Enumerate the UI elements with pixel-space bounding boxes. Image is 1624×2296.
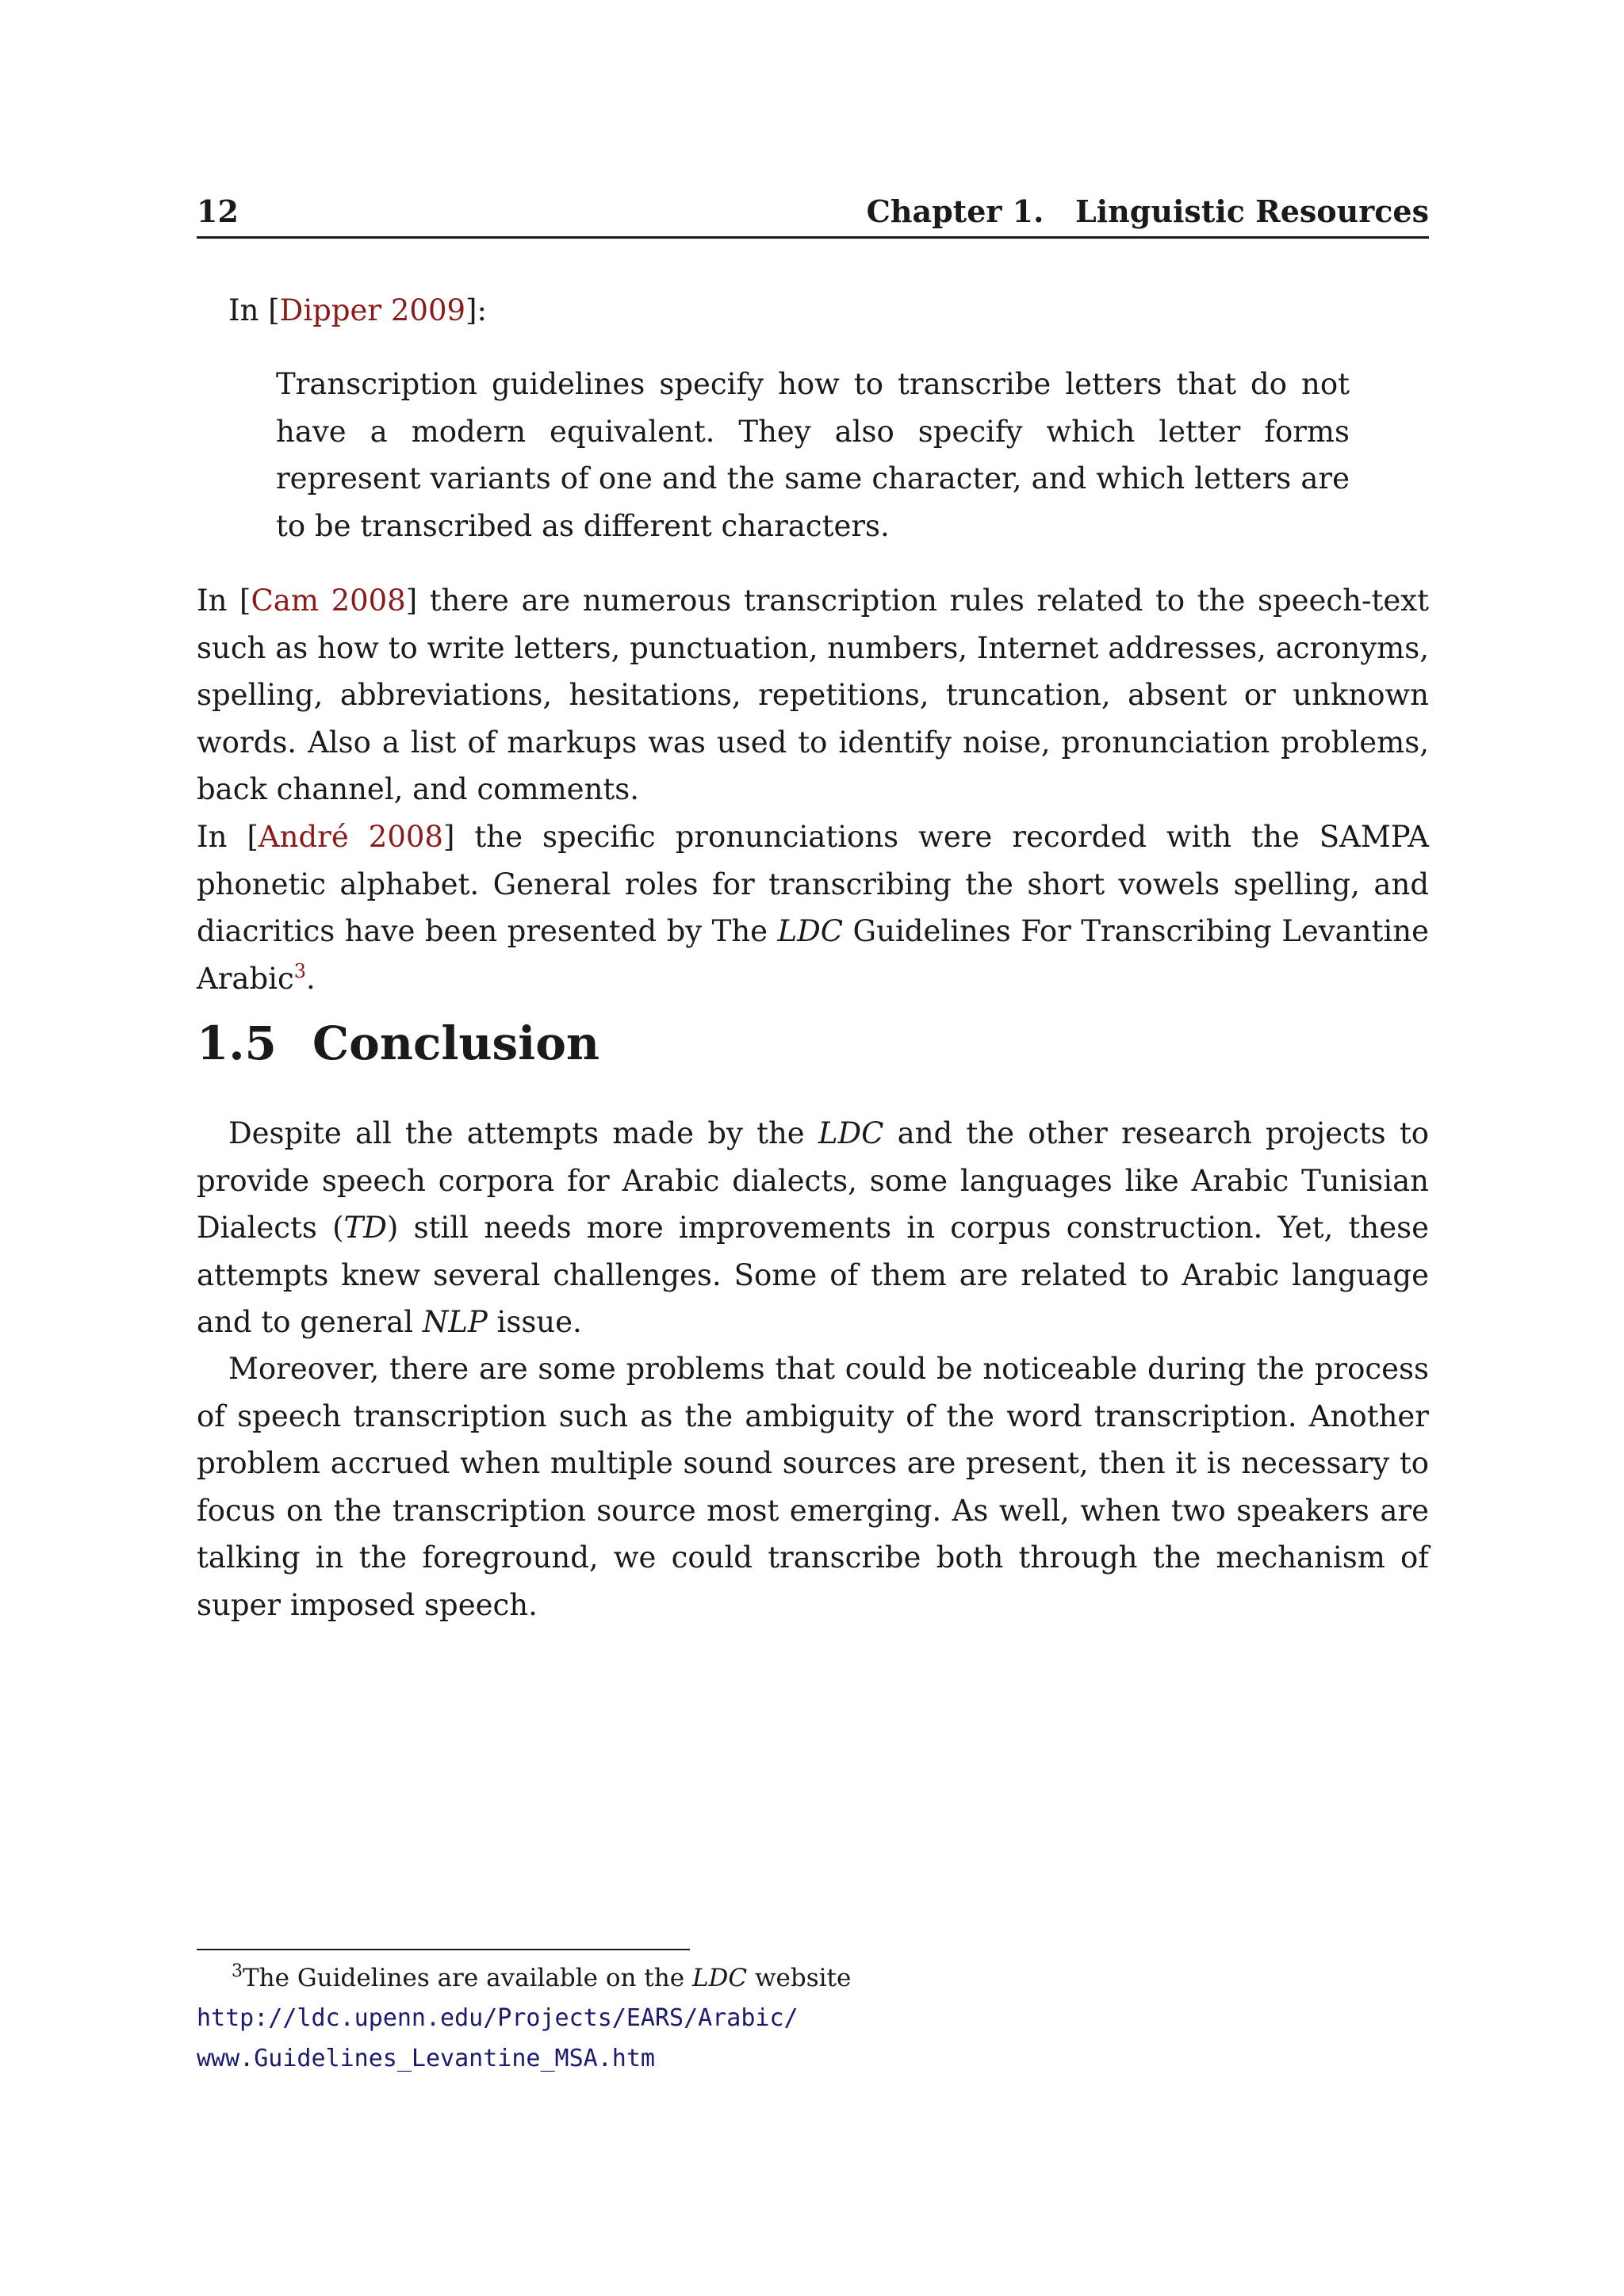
- section-title: Conclusion: [312, 1016, 600, 1070]
- footnote-ref-3[interactable]: 3: [293, 959, 306, 982]
- paragraph-conclusion-2: Moreover, there are some problems that could be noticeable during the process of speech transcription such as the ambiguity of the word transcription. Another problem accrued when multiple sound sources are present, then it is necessary to focus on the transcription source most emerging. As well, when two speakers are talking in the foreground, we could transcribe both through the mechanism of super imposed speech.: [197, 1352, 1429, 1622]
- section-number: 1.5: [197, 1016, 277, 1070]
- quote-intro: In [Dipper 2009]:: [228, 293, 487, 327]
- citation-dipper-2009[interactable]: Dipper 2009: [279, 293, 466, 327]
- footnote-url-line-1[interactable]: http://ldc.upenn.edu/Projects/EARS/Arabic/: [197, 2004, 799, 2032]
- paragraph-cam: In [Cam 2008] there are numerous transcription rules related to the speech-text such as how to write letters, punctuation, numbers, Internet addresses, acronyms, spelling, abbreviations, hesitations, repetitions, truncation, absent or unknown words. Also a list of markups was used to identify noise, pronunciation problems, back channel, and comments.: [197, 584, 1429, 806]
- paragraph-andre: In [André 2008] the specific pronunciations were recorded with the SAMPA phonetic alphabet. General roles for transcribing the short vowels spelling, and diacritics have been presented by The LDC Guidelines For Transcribing Levantine Arabic$^3$.: [197, 820, 1429, 996]
- block-quote: Transcription guidelines specify how to transcribe letters that do not have a modern equivalent. They also specify which letter forms represent variants of one and the same character, and which letters are to be transcribed as different characters.: [276, 367, 1350, 543]
- footnote-url-line-2[interactable]: www.Guidelines_Levantine_MSA.htm: [197, 2045, 655, 2072]
- chapter-title: Chapter 1. Linguistic Resources: [866, 193, 1429, 229]
- footnote-mark: 3: [232, 1961, 243, 1981]
- page-number: 12: [197, 193, 239, 229]
- footnote-3: $^3$The Guidelines are available on the LDC website http://ldc.upenn.edu/Projects/EARS/Arabic/ www.Guidelines_Levantine_MSA.htm: [197, 1961, 852, 2072]
- paragraph-conclusion-1: Despite all the attempts made by the LDC and the other research projects to provide speech corpora for Arabic dialects, some languages like Arabic Tunisian Dialects (TD) still needs more improvements in corpus construction. Yet, these attempts knew several challenges. Some of them are related to Arabic language and to general NLP issue.: [197, 1116, 1429, 1339]
- running-header: [197, 189, 1429, 239]
- section-heading: [197, 1016, 599, 1070]
- citation-cam-2008[interactable]: Cam 2008: [251, 584, 406, 618]
- citation-andre-2008[interactable]: André 2008: [258, 820, 443, 854]
- footnote-rule: [197, 1949, 690, 1950]
